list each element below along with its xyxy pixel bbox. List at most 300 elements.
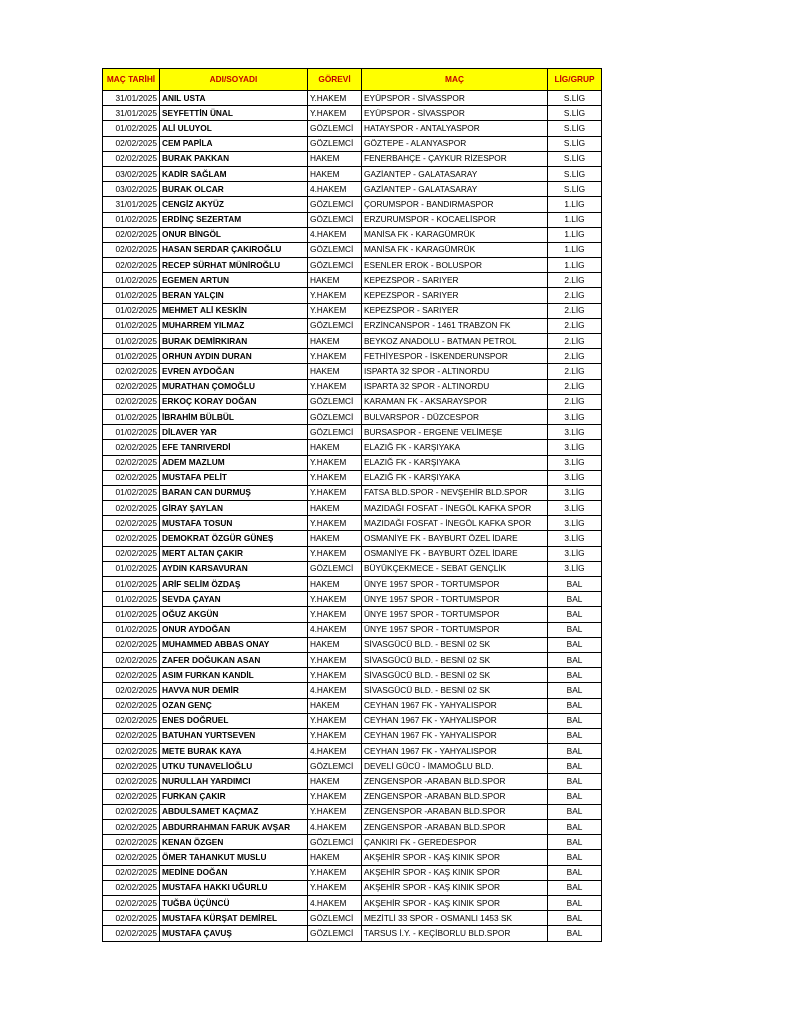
- role-cell: Y.HAKEM: [308, 288, 362, 303]
- match-cell: ERZİNCANSPOR - 1461 TRABZON FK: [362, 318, 548, 333]
- match-date-cell: 02/02/2025: [103, 501, 160, 516]
- table-row: [103, 622, 602, 637]
- match-date-cell: 01/02/2025: [103, 318, 160, 333]
- match-date-cell: 02/02/2025: [103, 820, 160, 835]
- official-name-cell: MEHMET ALİ KESKİN: [160, 303, 308, 318]
- match-date-cell: 02/02/2025: [103, 895, 160, 910]
- match-cell: ÇANKIRI FK - GEREDESPOR: [362, 835, 548, 850]
- role-cell: GÖZLEMCİ: [308, 136, 362, 151]
- league-cell: BAL: [548, 683, 602, 698]
- role-cell: 4.HAKEM: [308, 820, 362, 835]
- league-cell: 3.LİG: [548, 409, 602, 424]
- table-row: [103, 728, 602, 743]
- role-cell: Y.HAKEM: [308, 379, 362, 394]
- league-cell: 2.LİG: [548, 288, 602, 303]
- table-row: [103, 546, 602, 561]
- match-cell: SİVASGÜCÜ BLD. - BESNİ 02 SK: [362, 637, 548, 652]
- match-cell: HATAYSPOR - ANTALYASPOR: [362, 121, 548, 136]
- role-cell: 4.HAKEM: [308, 683, 362, 698]
- table-row: [103, 668, 602, 683]
- header-role: GÖREVİ: [308, 69, 362, 91]
- role-cell: Y.HAKEM: [308, 652, 362, 667]
- league-cell: S.LİG: [548, 182, 602, 197]
- table-row: [103, 577, 602, 592]
- official-name-cell: BATUHAN YURTSEVEN: [160, 728, 308, 743]
- official-name-cell: ALİ ULUYOL: [160, 121, 308, 136]
- table-row: [103, 409, 602, 424]
- match-cell: OSMANİYE FK - BAYBURT ÖZEL İDARE: [362, 546, 548, 561]
- table-row: [103, 880, 602, 895]
- table-row: [103, 151, 602, 166]
- role-cell: 4.HAKEM: [308, 744, 362, 759]
- role-cell: Y.HAKEM: [308, 607, 362, 622]
- table-row: [103, 197, 602, 212]
- match-date-cell: 02/02/2025: [103, 637, 160, 652]
- official-name-cell: GİRAY ŞAYLAN: [160, 501, 308, 516]
- table-row: [103, 212, 602, 227]
- official-name-cell: SEVDA ÇAYAN: [160, 592, 308, 607]
- official-name-cell: EFE TANRIVERDİ: [160, 440, 308, 455]
- match-cell: MANİSA FK - KARAGÜMRÜK: [362, 242, 548, 257]
- match-date-cell: 02/02/2025: [103, 394, 160, 409]
- league-cell: BAL: [548, 911, 602, 926]
- official-name-cell: UTKU TUNAVELİOĞLU: [160, 759, 308, 774]
- match-cell: ÜNYE 1957 SPOR - TORTUMSPOR: [362, 607, 548, 622]
- league-cell: BAL: [548, 592, 602, 607]
- league-cell: BAL: [548, 926, 602, 941]
- official-name-cell: ASIM FURKAN KANDİL: [160, 668, 308, 683]
- role-cell: Y.HAKEM: [308, 106, 362, 121]
- match-date-cell: 02/02/2025: [103, 364, 160, 379]
- role-cell: Y.HAKEM: [308, 728, 362, 743]
- match-cell: ISPARTA 32 SPOR - ALTINORDU: [362, 364, 548, 379]
- table-row: [103, 334, 602, 349]
- match-cell: ELAZIĞ FK - KARŞIYAKA: [362, 455, 548, 470]
- league-cell: 1.LİG: [548, 197, 602, 212]
- match-date-cell: 02/02/2025: [103, 880, 160, 895]
- league-cell: 2.LİG: [548, 303, 602, 318]
- official-name-cell: ADEM MAZLUM: [160, 455, 308, 470]
- official-name-cell: MUSTAFA ÇAVUŞ: [160, 926, 308, 941]
- league-cell: 2.LİG: [548, 349, 602, 364]
- table-row: [103, 516, 602, 531]
- match-cell: ESENLER EROK - BOLUSPOR: [362, 258, 548, 273]
- match-date-cell: 02/02/2025: [103, 728, 160, 743]
- match-date-cell: 01/02/2025: [103, 349, 160, 364]
- role-cell: Y.HAKEM: [308, 349, 362, 364]
- header-league: LİG/GRUP: [548, 69, 602, 91]
- official-name-cell: MUSTAFA HAKKI UĞURLU: [160, 880, 308, 895]
- match-cell: SİVASGÜCÜ BLD. - BESNİ 02 SK: [362, 683, 548, 698]
- match-date-cell: 02/02/2025: [103, 865, 160, 880]
- role-cell: GÖZLEMCİ: [308, 212, 362, 227]
- match-date-cell: 02/02/2025: [103, 668, 160, 683]
- match-date-cell: 02/02/2025: [103, 744, 160, 759]
- official-name-cell: BURAK PAKKAN: [160, 151, 308, 166]
- table-row: [103, 182, 602, 197]
- official-name-cell: ENES DOĞRUEL: [160, 713, 308, 728]
- league-cell: BAL: [548, 820, 602, 835]
- match-cell: ELAZIĞ FK - KARŞIYAKA: [362, 470, 548, 485]
- match-cell: BULVARSPOR - DÜZCESPOR: [362, 409, 548, 424]
- league-cell: 1.LİG: [548, 212, 602, 227]
- role-cell: GÖZLEMCİ: [308, 394, 362, 409]
- league-cell: BAL: [548, 759, 602, 774]
- role-cell: HAKEM: [308, 151, 362, 166]
- table-row: [103, 926, 602, 941]
- official-name-cell: EGEMEN ARTUN: [160, 273, 308, 288]
- role-cell: HAKEM: [308, 166, 362, 181]
- role-cell: HAKEM: [308, 698, 362, 713]
- match-cell: SİVASGÜCÜ BLD. - BESNİ 02 SK: [362, 668, 548, 683]
- match-date-cell: 03/02/2025: [103, 166, 160, 181]
- official-name-cell: BURAK DEMİRKIRAN: [160, 334, 308, 349]
- table-row: [103, 531, 602, 546]
- official-name-cell: HASAN SERDAR ÇAKIROĞLU: [160, 242, 308, 257]
- official-name-cell: MEDİNE DOĞAN: [160, 865, 308, 880]
- match-date-cell: 02/02/2025: [103, 440, 160, 455]
- league-cell: 1.LİG: [548, 227, 602, 242]
- table-row: [103, 820, 602, 835]
- league-cell: 2.LİG: [548, 334, 602, 349]
- role-cell: HAKEM: [308, 364, 362, 379]
- table-row: [103, 652, 602, 667]
- match-date-cell: 01/02/2025: [103, 121, 160, 136]
- header-match-date: MAÇ TARİHİ: [103, 69, 160, 91]
- league-cell: S.LİG: [548, 121, 602, 136]
- match-cell: AKŞEHİR SPOR - KAŞ KINIK SPOR: [362, 895, 548, 910]
- league-cell: BAL: [548, 637, 602, 652]
- role-cell: Y.HAKEM: [308, 804, 362, 819]
- official-name-cell: ERKOÇ KORAY DOĞAN: [160, 394, 308, 409]
- match-cell: FATSA BLD.SPOR - NEVŞEHİR BLD.SPOR: [362, 485, 548, 500]
- role-cell: 4.HAKEM: [308, 227, 362, 242]
- league-cell: BAL: [548, 622, 602, 637]
- league-cell: S.LİG: [548, 91, 602, 106]
- league-cell: 3.LİG: [548, 531, 602, 546]
- match-cell: ÜNYE 1957 SPOR - TORTUMSPOR: [362, 592, 548, 607]
- assignments-table: [102, 68, 602, 942]
- league-cell: 3.LİG: [548, 470, 602, 485]
- role-cell: GÖZLEMCİ: [308, 926, 362, 941]
- role-cell: Y.HAKEM: [308, 713, 362, 728]
- league-cell: BAL: [548, 728, 602, 743]
- match-date-cell: 31/01/2025: [103, 91, 160, 106]
- league-cell: BAL: [548, 668, 602, 683]
- match-date-cell: 02/02/2025: [103, 136, 160, 151]
- official-name-cell: MUSTAFA KÜRŞAT DEMİREL: [160, 911, 308, 926]
- league-cell: 1.LİG: [548, 258, 602, 273]
- match-cell: FETHİYESPOR - İSKENDERUNSPOR: [362, 349, 548, 364]
- table-row: [103, 303, 602, 318]
- role-cell: Y.HAKEM: [308, 546, 362, 561]
- match-date-cell: 02/02/2025: [103, 683, 160, 698]
- official-name-cell: MUHAMMED ABBAS ONAY: [160, 637, 308, 652]
- header-row: [103, 69, 602, 91]
- match-date-cell: 02/02/2025: [103, 242, 160, 257]
- match-cell: CEYHAN 1967 FK - YAHYALISPOR: [362, 713, 548, 728]
- table-row: [103, 850, 602, 865]
- league-cell: 3.LİG: [548, 425, 602, 440]
- table-row: [103, 106, 602, 121]
- official-name-cell: CEM PAPİLA: [160, 136, 308, 151]
- official-name-cell: OĞUZ AKGÜN: [160, 607, 308, 622]
- role-cell: GÖZLEMCİ: [308, 409, 362, 424]
- match-cell: GAZİANTEP - GALATASARAY: [362, 182, 548, 197]
- match-cell: ÇORUMSPOR - BANDIRMASPOR: [362, 197, 548, 212]
- match-cell: ÜNYE 1957 SPOR - TORTUMSPOR: [362, 577, 548, 592]
- match-cell: KEPEZSPOR - SARIYER: [362, 303, 548, 318]
- official-name-cell: DİLAVER YAR: [160, 425, 308, 440]
- official-name-cell: NURULLAH YARDIMCI: [160, 774, 308, 789]
- official-name-cell: OZAN GENÇ: [160, 698, 308, 713]
- match-cell: FENERBAHÇE - ÇAYKUR RİZESPOR: [362, 151, 548, 166]
- official-name-cell: ABDULSAMET KAÇMAZ: [160, 804, 308, 819]
- match-date-cell: 02/02/2025: [103, 759, 160, 774]
- official-name-cell: MUHARREM YILMAZ: [160, 318, 308, 333]
- table-row: [103, 318, 602, 333]
- match-cell: CEYHAN 1967 FK - YAHYALISPOR: [362, 744, 548, 759]
- role-cell: GÖZLEMCİ: [308, 835, 362, 850]
- role-cell: HAKEM: [308, 334, 362, 349]
- role-cell: Y.HAKEM: [308, 470, 362, 485]
- official-name-cell: ANIL USTA: [160, 91, 308, 106]
- match-date-cell: 01/02/2025: [103, 607, 160, 622]
- match-date-cell: 02/02/2025: [103, 546, 160, 561]
- official-name-cell: ARİF SELİM ÖZDAŞ: [160, 577, 308, 592]
- league-cell: BAL: [548, 789, 602, 804]
- match-date-cell: 02/02/2025: [103, 516, 160, 531]
- official-name-cell: MUSTAFA TOSUN: [160, 516, 308, 531]
- league-cell: 2.LİG: [548, 394, 602, 409]
- match-date-cell: 02/02/2025: [103, 470, 160, 485]
- league-cell: BAL: [548, 713, 602, 728]
- league-cell: BAL: [548, 804, 602, 819]
- match-date-cell: 02/02/2025: [103, 379, 160, 394]
- table-row: [103, 501, 602, 516]
- league-cell: BAL: [548, 577, 602, 592]
- table-row: [103, 242, 602, 257]
- table-row: [103, 561, 602, 576]
- role-cell: GÖZLEMCİ: [308, 197, 362, 212]
- role-cell: Y.HAKEM: [308, 91, 362, 106]
- role-cell: 4.HAKEM: [308, 182, 362, 197]
- match-date-cell: 01/02/2025: [103, 303, 160, 318]
- match-cell: DEVELİ GÜCÜ - İMAMOĞLU BLD.: [362, 759, 548, 774]
- official-name-cell: MUSTAFA PELİT: [160, 470, 308, 485]
- match-cell: ZENGENSPOR -ARABAN BLD.SPOR: [362, 804, 548, 819]
- league-cell: S.LİG: [548, 136, 602, 151]
- match-cell: CEYHAN 1967 FK - YAHYALISPOR: [362, 728, 548, 743]
- official-name-cell: METE BURAK KAYA: [160, 744, 308, 759]
- table-row: [103, 744, 602, 759]
- official-name-cell: ORHUN AYDIN DURAN: [160, 349, 308, 364]
- match-cell: ZENGENSPOR -ARABAN BLD.SPOR: [362, 789, 548, 804]
- match-cell: ZENGENSPOR -ARABAN BLD.SPOR: [362, 774, 548, 789]
- match-cell: ISPARTA 32 SPOR - ALTINORDU: [362, 379, 548, 394]
- role-cell: GÖZLEMCİ: [308, 121, 362, 136]
- match-cell: KEPEZSPOR - SARIYER: [362, 273, 548, 288]
- official-name-cell: ÖMER TAHANKUT MUSLU: [160, 850, 308, 865]
- table-row: [103, 455, 602, 470]
- match-date-cell: 01/02/2025: [103, 577, 160, 592]
- league-cell: 2.LİG: [548, 273, 602, 288]
- official-name-cell: İBRAHİM BÜLBÜL: [160, 409, 308, 424]
- role-cell: 4.HAKEM: [308, 895, 362, 910]
- match-date-cell: 31/01/2025: [103, 197, 160, 212]
- league-cell: 2.LİG: [548, 364, 602, 379]
- official-name-cell: CENGİZ AKYÜZ: [160, 197, 308, 212]
- match-date-cell: 02/02/2025: [103, 804, 160, 819]
- table-row: [103, 759, 602, 774]
- league-cell: 3.LİG: [548, 561, 602, 576]
- role-cell: GÖZLEMCİ: [308, 242, 362, 257]
- match-cell: AKŞEHİR SPOR - KAŞ KINIK SPOR: [362, 850, 548, 865]
- match-date-cell: 02/02/2025: [103, 258, 160, 273]
- table-row: [103, 774, 602, 789]
- table-header: [103, 69, 602, 91]
- match-cell: CEYHAN 1967 FK - YAHYALISPOR: [362, 698, 548, 713]
- role-cell: GÖZLEMCİ: [308, 561, 362, 576]
- league-cell: BAL: [548, 835, 602, 850]
- official-name-cell: ONUR AYDOĞAN: [160, 622, 308, 637]
- table-row: [103, 911, 602, 926]
- role-cell: GÖZLEMCİ: [308, 759, 362, 774]
- table-row: [103, 288, 602, 303]
- official-name-cell: BURAK OLCAR: [160, 182, 308, 197]
- match-date-cell: 02/02/2025: [103, 531, 160, 546]
- header-match: MAÇ: [362, 69, 548, 91]
- table-row: [103, 349, 602, 364]
- match-date-cell: 01/02/2025: [103, 561, 160, 576]
- role-cell: HAKEM: [308, 637, 362, 652]
- league-cell: BAL: [548, 865, 602, 880]
- table-row: [103, 592, 602, 607]
- role-cell: Y.HAKEM: [308, 880, 362, 895]
- match-cell: EYÜPSPOR - SİVASSPOR: [362, 106, 548, 121]
- match-date-cell: 01/02/2025: [103, 425, 160, 440]
- table-row: [103, 470, 602, 485]
- match-date-cell: 02/02/2025: [103, 652, 160, 667]
- league-cell: 3.LİG: [548, 546, 602, 561]
- match-date-cell: 02/02/2025: [103, 455, 160, 470]
- official-name-cell: BARAN CAN DURMUŞ: [160, 485, 308, 500]
- table-row: [103, 121, 602, 136]
- table-row: [103, 698, 602, 713]
- league-cell: 3.LİG: [548, 516, 602, 531]
- match-cell: MAZIDAĞI FOSFAT - İNEGÖL KAFKA SPOR: [362, 516, 548, 531]
- match-cell: BEYKOZ ANADOLU - BATMAN PETROL: [362, 334, 548, 349]
- table-row: [103, 895, 602, 910]
- match-date-cell: 01/02/2025: [103, 288, 160, 303]
- match-cell: KEPEZSPOR - SARIYER: [362, 288, 548, 303]
- table-row: [103, 425, 602, 440]
- table-row: [103, 273, 602, 288]
- league-cell: BAL: [548, 744, 602, 759]
- match-date-cell: 02/02/2025: [103, 151, 160, 166]
- match-cell: BURSASPOR - ERGENE VELİMEŞE: [362, 425, 548, 440]
- match-date-cell: 31/01/2025: [103, 106, 160, 121]
- league-cell: BAL: [548, 774, 602, 789]
- match-date-cell: 01/02/2025: [103, 409, 160, 424]
- match-cell: ERZURUMSPOR - KOCAELİSPOR: [362, 212, 548, 227]
- table-row: [103, 485, 602, 500]
- match-cell: EYÜPSPOR - SİVASSPOR: [362, 91, 548, 106]
- league-cell: S.LİG: [548, 106, 602, 121]
- table-row: [103, 379, 602, 394]
- match-cell: GAZİANTEP - GALATASARAY: [362, 166, 548, 181]
- table-row: [103, 835, 602, 850]
- match-date-cell: 02/02/2025: [103, 698, 160, 713]
- league-cell: BAL: [548, 698, 602, 713]
- league-cell: 3.LİG: [548, 501, 602, 516]
- match-cell: ELAZIĞ FK - KARŞIYAKA: [362, 440, 548, 455]
- official-name-cell: ERDİNÇ SEZERTAM: [160, 212, 308, 227]
- table-row: [103, 865, 602, 880]
- match-date-cell: 02/02/2025: [103, 835, 160, 850]
- role-cell: 4.HAKEM: [308, 622, 362, 637]
- role-cell: Y.HAKEM: [308, 485, 362, 500]
- league-cell: BAL: [548, 895, 602, 910]
- league-cell: 2.LİG: [548, 318, 602, 333]
- role-cell: Y.HAKEM: [308, 668, 362, 683]
- role-cell: HAKEM: [308, 577, 362, 592]
- match-cell: MAZIDAĞI FOSFAT - İNEGÖL KAFKA SPOR: [362, 501, 548, 516]
- role-cell: HAKEM: [308, 440, 362, 455]
- league-cell: BAL: [548, 652, 602, 667]
- role-cell: Y.HAKEM: [308, 789, 362, 804]
- official-name-cell: HAVVA NUR DEMİR: [160, 683, 308, 698]
- match-cell: AKŞEHİR SPOR - KAŞ KINIK SPOR: [362, 865, 548, 880]
- header-name: ADI/SOYADI: [160, 69, 308, 91]
- match-date-cell: 01/02/2025: [103, 334, 160, 349]
- official-name-cell: MURATHAN ÇOMOĞLU: [160, 379, 308, 394]
- league-cell: BAL: [548, 850, 602, 865]
- role-cell: GÖZLEMCİ: [308, 318, 362, 333]
- table-row: [103, 607, 602, 622]
- table-row: [103, 394, 602, 409]
- role-cell: HAKEM: [308, 774, 362, 789]
- official-name-cell: TUĞBA ÜÇÜNCÜ: [160, 895, 308, 910]
- official-name-cell: ZAFER DOĞUKAN ASAN: [160, 652, 308, 667]
- match-date-cell: 01/02/2025: [103, 485, 160, 500]
- match-cell: GÖZTEPE - ALANYASPOR: [362, 136, 548, 151]
- match-date-cell: 02/02/2025: [103, 713, 160, 728]
- match-date-cell: 02/02/2025: [103, 774, 160, 789]
- official-name-cell: RECEP SÜRHAT MÜNİROĞLU: [160, 258, 308, 273]
- role-cell: Y.HAKEM: [308, 516, 362, 531]
- table-row: [103, 804, 602, 819]
- match-date-cell: 01/02/2025: [103, 273, 160, 288]
- league-cell: 3.LİG: [548, 455, 602, 470]
- role-cell: Y.HAKEM: [308, 303, 362, 318]
- official-name-cell: KADİR SAĞLAM: [160, 166, 308, 181]
- match-cell: AKŞEHİR SPOR - KAŞ KINIK SPOR: [362, 880, 548, 895]
- match-date-cell: 03/02/2025: [103, 182, 160, 197]
- role-cell: HAKEM: [308, 501, 362, 516]
- official-name-cell: ABDURRAHMAN FARUK AVŞAR: [160, 820, 308, 835]
- match-cell: BÜYÜKÇEKMECE - SEBAT GENÇLİK: [362, 561, 548, 576]
- role-cell: HAKEM: [308, 273, 362, 288]
- official-name-cell: BERAN YALÇIN: [160, 288, 308, 303]
- league-cell: 1.LİG: [548, 242, 602, 257]
- match-date-cell: 01/02/2025: [103, 592, 160, 607]
- match-date-cell: 01/02/2025: [103, 212, 160, 227]
- league-cell: 3.LİG: [548, 485, 602, 500]
- official-name-cell: EVREN AYDOĞAN: [160, 364, 308, 379]
- match-cell: SİVASGÜCÜ BLD. - BESNİ 02 SK: [362, 652, 548, 667]
- table-row: [103, 364, 602, 379]
